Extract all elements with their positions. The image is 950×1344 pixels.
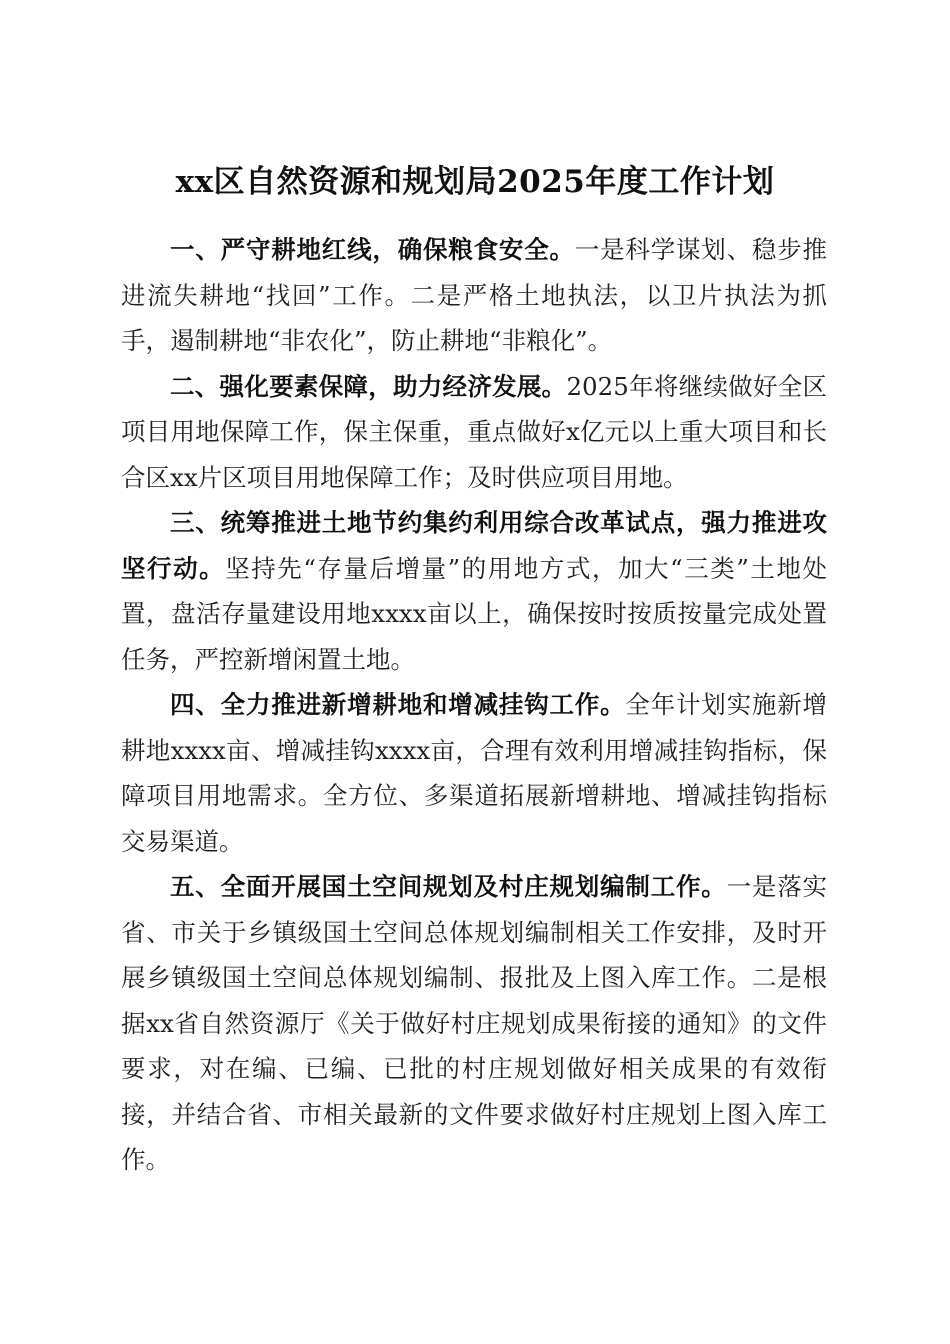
paragraph-heading: 三、统筹推进土地节约集约利用综合改革试点，强力推进攻坚行动。 xyxy=(121,508,827,583)
document-title: xx区自然资源和规划局2025年度工作计划 xyxy=(175,163,775,200)
paragraph-3 xyxy=(121,500,827,682)
paragraph-1 xyxy=(121,227,827,364)
paragraph-5 xyxy=(121,864,827,1183)
paragraph-4 xyxy=(121,682,827,864)
paragraph-heading: 五、全面开展国土空间规划及村庄规划编制工作。 xyxy=(170,872,727,901)
paragraph-heading: 一、严守耕地红线，确保粮食安全。 xyxy=(170,235,575,264)
paragraph-text: 一是落实省、市关于乡镇级国土空间总体规划编制相关工作安排，及时开展乡镇级国土空间总体规划编制、报批及上图入库工作。二是根据xx省自然资源厅《关于做好村庄规划成果衔接的通知》的文件要求，对在编、已编、已批的村庄规划做好相关成果的有效衔接，并结合省、市相关最新的文件要求做好村庄规划上图入库工作。 xyxy=(121,872,828,1174)
paragraph-2 xyxy=(121,364,827,501)
paragraph-text: 一是科学谋划、稳步推进流失耕地“找回”工作。二是严格土地执法，以卫片执法为抓手，遏制耕地“非农化”，防止耕地“非粮化”。 xyxy=(121,235,828,355)
paragraph-text: 2025年将继续做好全区项目用地保障工作，保主保重，重点做好x亿元以上重大项目和长合区xx片区项目用地保障工作；及时供应项目用地。 xyxy=(121,371,828,492)
paragraph-text: 全年计划实施新增耕地xxxx亩、增减挂钩xxxx亩，合理有效利用增减挂钩指标，保障项目用地需求。全方位、多渠道拓展新增耕地、增减挂钩指标交易渠道。 xyxy=(121,690,828,856)
paragraph-heading: 四、全力推进新增耕地和增减挂钩工作。 xyxy=(170,690,626,719)
document-body xyxy=(121,227,827,1183)
paragraph-heading: 二、强化要素保障，助力经济发展。 xyxy=(170,371,567,401)
paragraph-text: 坚持先“存量后增量”的用地方式，加大“三类”土地处置，盘活存量建设用地xxxx亩以上，确保按时按质按量完成处置任务，严控新增闲置土地。 xyxy=(121,553,827,674)
